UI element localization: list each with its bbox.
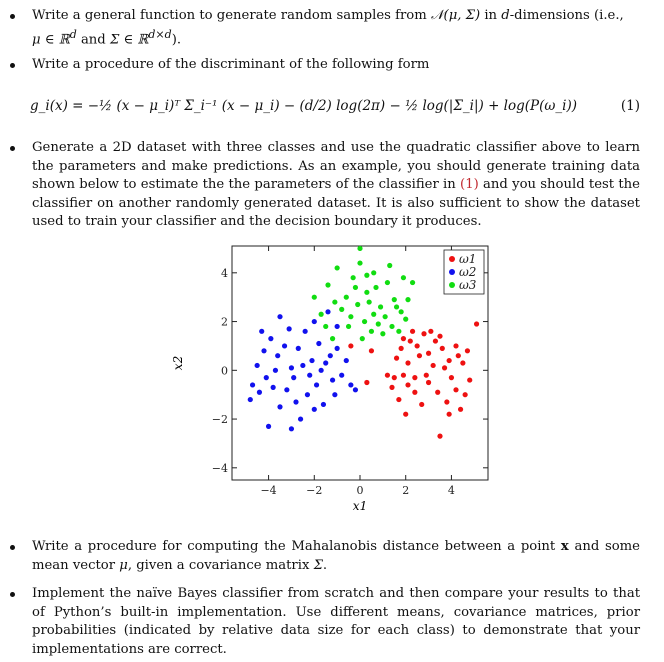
data-point-3 xyxy=(346,324,351,329)
x-axis-label: x1 xyxy=(352,499,368,510)
data-point-3 xyxy=(355,302,360,307)
data-point-1 xyxy=(419,402,424,407)
data-point-3 xyxy=(410,280,415,285)
data-point-1 xyxy=(447,358,452,363)
data-point-3 xyxy=(323,324,328,329)
scatter-plot-svg xyxy=(160,240,500,510)
data-point-2 xyxy=(300,363,305,368)
data-point-1 xyxy=(444,399,449,404)
data-point-1 xyxy=(389,385,394,390)
y-tick-label: 0 xyxy=(221,364,228,378)
data-point-1 xyxy=(392,375,397,380)
data-point-1 xyxy=(399,346,404,351)
x-tick-label: −2 xyxy=(306,484,323,497)
text-fragment: ). xyxy=(171,31,182,47)
math-normal-dist: 𝒩(μ, Σ) xyxy=(430,8,481,23)
data-point-1 xyxy=(456,353,461,358)
equation-number: (1) xyxy=(620,98,640,114)
data-point-2 xyxy=(335,324,340,329)
data-point-2 xyxy=(277,404,282,409)
data-point-2 xyxy=(275,353,280,358)
data-point-3 xyxy=(371,270,376,275)
data-point-1 xyxy=(433,338,438,343)
bullet-item-generate-dataset xyxy=(10,139,640,232)
data-point-2 xyxy=(268,336,273,341)
data-point-2 xyxy=(284,387,289,392)
data-point-2 xyxy=(287,326,292,331)
data-point-1 xyxy=(405,382,410,387)
data-point-3 xyxy=(364,290,369,295)
bullet-dot xyxy=(10,545,15,550)
data-point-2 xyxy=(312,407,317,412)
data-point-3 xyxy=(348,314,353,319)
bullet-text xyxy=(32,538,640,575)
data-point-2 xyxy=(277,314,282,319)
data-point-1 xyxy=(421,331,426,336)
data-point-3 xyxy=(385,280,390,285)
data-point-3 xyxy=(364,273,369,278)
x-tick-label: 0 xyxy=(356,484,364,497)
bullet-text: Write a procedure of the discriminant of the following form xyxy=(32,57,430,72)
data-point-3 xyxy=(387,263,392,268)
data-point-1 xyxy=(401,373,406,378)
data-point-3 xyxy=(383,314,388,319)
data-point-1 xyxy=(396,397,401,402)
data-point-1 xyxy=(442,365,447,370)
data-point-2 xyxy=(296,346,301,351)
bullet-text xyxy=(32,7,640,50)
data-point-3 xyxy=(330,336,335,341)
data-point-2 xyxy=(289,365,294,370)
data-point-3 xyxy=(380,331,385,336)
data-point-3 xyxy=(373,285,378,290)
data-point-1 xyxy=(405,360,410,365)
legend-label: ω3 xyxy=(459,278,477,292)
data-point-1 xyxy=(437,334,442,339)
data-point-2 xyxy=(250,382,255,387)
data-point-1 xyxy=(463,392,468,397)
data-point-2 xyxy=(291,375,296,380)
data-point-2 xyxy=(266,424,271,429)
data-point-1 xyxy=(449,375,454,380)
data-point-2 xyxy=(309,358,314,363)
data-point-3 xyxy=(335,265,340,270)
data-point-3 xyxy=(362,319,367,324)
data-point-2 xyxy=(344,358,349,363)
data-point-2 xyxy=(314,382,319,387)
data-point-3 xyxy=(339,307,344,312)
data-point-2 xyxy=(353,387,358,392)
legend-marker xyxy=(449,256,455,262)
data-point-3 xyxy=(403,317,408,322)
data-point-1 xyxy=(453,343,458,348)
scatter-plot xyxy=(160,240,500,510)
bullet-item-mahalanobis xyxy=(10,538,640,575)
text-fragment: and xyxy=(80,31,106,47)
bullet-item-naive-bayes xyxy=(10,585,640,659)
data-point-1 xyxy=(364,380,369,385)
data-point-3 xyxy=(357,246,362,251)
data-point-3 xyxy=(357,260,362,265)
data-point-2 xyxy=(293,399,298,404)
data-point-1 xyxy=(408,338,413,343)
data-point-2 xyxy=(273,368,278,373)
data-point-2 xyxy=(328,353,333,358)
math-bold-x: x xyxy=(560,539,569,554)
data-point-3 xyxy=(405,297,410,302)
y-tick-label: 4 xyxy=(221,266,228,280)
data-point-2 xyxy=(332,392,337,397)
legend-marker xyxy=(449,269,455,275)
data-point-2 xyxy=(339,373,344,378)
data-point-2 xyxy=(271,385,276,390)
data-point-1 xyxy=(412,390,417,395)
data-point-1 xyxy=(465,348,470,353)
data-point-3 xyxy=(371,312,376,317)
x-tick-label: −4 xyxy=(260,484,277,497)
data-point-2 xyxy=(264,375,269,380)
bullet-item-discriminant xyxy=(10,56,640,75)
text-fragment: -dimensions (i.e., xyxy=(509,8,624,23)
data-point-1 xyxy=(458,407,463,412)
data-point-1 xyxy=(394,356,399,361)
data-point-1 xyxy=(348,343,353,348)
y-tick-label: −2 xyxy=(211,413,228,427)
text-fragment: , given a covariance matrix xyxy=(127,557,310,573)
data-point-2 xyxy=(316,341,321,346)
data-point-2 xyxy=(325,309,330,314)
data-point-3 xyxy=(399,309,404,314)
data-point-3 xyxy=(312,295,317,300)
data-point-1 xyxy=(453,387,458,392)
math-d: d xyxy=(501,8,510,23)
text-fragment: in xyxy=(484,8,498,23)
data-point-1 xyxy=(426,380,431,385)
data-point-2 xyxy=(305,392,310,397)
data-point-3 xyxy=(394,304,399,309)
math-sigma-domain: Σ ∈ ℝ xyxy=(109,31,149,47)
data-point-2 xyxy=(289,426,294,431)
x-tick-label: 2 xyxy=(402,484,410,497)
y-tick-label: 2 xyxy=(221,315,228,329)
bullet-text: Implement the naïve Bayes classifier from scratch and then compare your results to that of Python’s built-in implementation. Use different means, covariance matrices, prior probabilities (indicated by relative data size for each class) to demonstrate that your implementations are correct. xyxy=(32,586,640,657)
bullet-text xyxy=(32,139,640,232)
data-point-2 xyxy=(303,329,308,334)
data-point-1 xyxy=(460,360,465,365)
data-point-3 xyxy=(376,321,381,326)
data-point-2 xyxy=(282,343,287,348)
text-fragment: Write a general function to generate random samples from xyxy=(32,8,427,23)
data-point-1 xyxy=(415,343,420,348)
text-fragment: and you should test the classifier on another randomly generated dataset. It is also sufficient to show the dataset used to train your classifier and the decision boundary it produces. xyxy=(32,177,640,230)
equation-reference-link[interactable]: (1) xyxy=(460,177,479,193)
data-point-2 xyxy=(330,377,335,382)
legend-marker xyxy=(449,282,455,288)
data-point-3 xyxy=(351,275,356,280)
data-point-1 xyxy=(401,336,406,341)
text-fragment: and some mean vector xyxy=(32,539,640,573)
data-point-1 xyxy=(435,390,440,395)
math-sigma: Σ xyxy=(313,557,323,573)
data-point-3 xyxy=(396,329,401,334)
data-point-1 xyxy=(412,375,417,380)
data-point-3 xyxy=(392,297,397,302)
math-sup: d xyxy=(69,27,77,41)
data-point-1 xyxy=(424,373,429,378)
data-point-1 xyxy=(467,377,472,382)
data-point-3 xyxy=(332,299,337,304)
data-point-3 xyxy=(325,282,330,287)
data-point-2 xyxy=(248,397,253,402)
y-tick-label: −4 xyxy=(211,461,228,475)
legend-label: ω2 xyxy=(459,265,477,279)
data-point-2 xyxy=(323,360,328,365)
bullet-dot xyxy=(10,63,15,68)
data-point-3 xyxy=(319,312,324,317)
data-point-3 xyxy=(378,304,383,309)
y-axis-label: x2 xyxy=(171,355,185,371)
bullet-dot xyxy=(10,14,15,19)
data-point-2 xyxy=(298,416,303,421)
data-point-2 xyxy=(312,319,317,324)
data-point-2 xyxy=(255,363,260,368)
data-point-1 xyxy=(447,412,452,417)
data-point-1 xyxy=(385,373,390,378)
math-mu-domain: μ ∈ ℝ xyxy=(32,31,70,47)
data-point-3 xyxy=(389,324,394,329)
data-point-1 xyxy=(410,329,415,334)
data-point-1 xyxy=(428,329,433,334)
bullet-dot xyxy=(10,146,15,151)
data-point-3 xyxy=(360,336,365,341)
data-point-1 xyxy=(417,353,422,358)
text-fragment: Generate a 2D dataset with three classes and use the quadratic classifier above to learn the parameters and make predictions. As an example, you should generate training data shown below to estimate the the parameters of the classifier in xyxy=(32,140,640,193)
data-point-1 xyxy=(426,351,431,356)
discriminant-formula xyxy=(30,88,640,124)
data-point-2 xyxy=(257,390,262,395)
text-fragment: Write a procedure for computing the Mahalanobis distance between a point xyxy=(32,539,556,554)
formula-text: g_i(x) = −½ (x − μ_i)ᵀ Σ_i⁻¹ (x − μ_i) − (d/2) log(2π) − ½ log(|Σ_i|) + log(P(ω_i)) xyxy=(30,98,577,114)
data-point-1 xyxy=(431,363,436,368)
math-sup: d×d xyxy=(148,27,172,41)
legend-label: ω1 xyxy=(459,252,477,266)
bullet-dot xyxy=(10,592,15,597)
data-point-2 xyxy=(335,346,340,351)
x-tick-label: 4 xyxy=(447,484,455,497)
data-point-2 xyxy=(348,382,353,387)
text-fragment: . xyxy=(322,557,328,573)
data-point-2 xyxy=(261,348,266,353)
data-point-1 xyxy=(369,348,374,353)
data-point-3 xyxy=(367,299,372,304)
data-point-3 xyxy=(344,295,349,300)
data-point-2 xyxy=(319,368,324,373)
math-mu: μ xyxy=(119,557,128,573)
data-point-3 xyxy=(369,329,374,334)
data-point-2 xyxy=(321,402,326,407)
data-point-3 xyxy=(353,285,358,290)
bullet-item-sampling xyxy=(10,7,640,50)
data-point-2 xyxy=(307,373,312,378)
data-point-1 xyxy=(474,321,479,326)
data-point-2 xyxy=(259,329,264,334)
data-point-1 xyxy=(403,412,408,417)
data-point-1 xyxy=(437,434,442,439)
data-point-3 xyxy=(401,275,406,280)
data-point-1 xyxy=(440,346,445,351)
